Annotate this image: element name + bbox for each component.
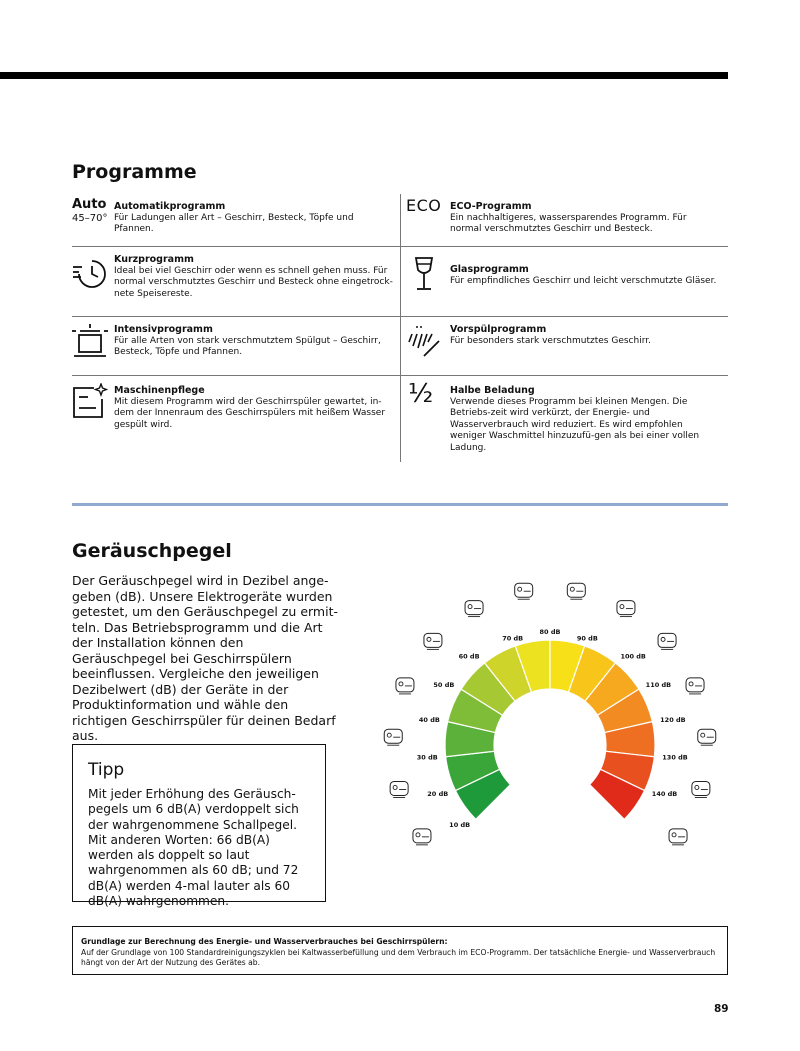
gauge-label: 110 dB [645,680,672,689]
section-divider [72,503,728,506]
conversation-icon [465,601,483,617]
hair-dryer-icon [617,601,635,617]
program-name: Glasprogramm [450,264,529,275]
gauge-label: 120 dB [660,715,686,724]
rain-cloud-icon [424,633,442,649]
program-desc: Für alle Arten von stark verschmutztem Spülgut – Geschirr, Besteck, Töpfe und Pfannen. [114,335,381,357]
wine-glass-icon [406,256,442,292]
chainsaw-icon [686,678,704,694]
program-name: ECO-Programm [450,201,532,212]
noise-gauge [360,575,740,900]
gauge-label: 30 dB [416,753,438,762]
gauge-label: 70 dB [502,634,524,643]
airplane-icon [692,781,710,797]
grid-divider-vertical [400,194,401,462]
helicopter-icon [658,633,676,649]
footnote-text: Auf der Grundlage von 100 Standardreinigungszyklen bei Kaltwasserbefüllung und dem Verbrauch im ECO-Programm. Der tatsächliche Energie- und Wasserverbrauch hängt von der Art der Nutzung des Gerätes ab. [81,948,716,967]
breathing-person-icon [413,829,431,845]
program-name: Halbe Beladung [450,385,535,396]
gauge-label: 20 dB [427,790,449,799]
footnote-box [72,926,728,975]
programme-grid [72,194,728,462]
program-name: Intensivprogramm [114,324,213,335]
noise-intro: Der Geräuschpegel wird in Dezibel ange-geben (dB). Unsere Elektrogeräte wurden getestet, um den Geräuschpegel zu ermit-teln. Das Betriebsprogramm und die Art der Installation können den Geräuschpegel bei Geschirrspülern beeinflussen. Vergleiche den jeweiligen Dezibelwert (dB) der Geräte in der Produktinformation und wähle den richtigen Geschirrspüler für deinen Bedarf aus. [72,573,338,743]
tip-box [72,744,326,909]
half-load-icon: ½ [408,379,434,409]
grid-divider [72,375,728,376]
program-desc: Für besonders stark verschmutztes Geschirr. [450,335,651,346]
gauge-label: 90 dB [576,634,598,643]
whisper-icon [384,729,402,745]
tip-text: Mit jeder Erhöhung des Geräusch-pegels um 6 dB(A) verdoppelt sich der wahrgenommene Schallpegel. Mit anderen Worten: 66 dB(A) werden als doppelt so laut wahrgenommen als 60 dB; und 72 dB(A) werden 4-mal lauter als 60 dB(A) wahrgenommen. [88,787,299,909]
prerinse-spray-icon [406,324,442,360]
vacuum-cleaner-icon [567,583,585,599]
program-desc: Verwende dieses Programm bei kleinen Mengen. Die Betriebs-zeit wird verkürzt, der Energie- und Wasserverbrauch wird reduziert. Es wird empfohlen weniger Waschmittel hinzuzufü-gen als bei einer vollen Ladung. [450,396,700,453]
program-desc: Für Ladungen aller Art – Geschirr, Besteck, Töpfe und Pfannen. [114,212,354,234]
grid-divider [72,316,728,317]
gauge-label: 10 dB [449,820,471,829]
fridge-icon [396,678,414,694]
grid-divider [72,246,728,247]
gauge-label: 40 dB [418,715,440,724]
footnote-title: Grundlage zur Berechnung des Energie- und Wasserverbrauches bei Geschirrspülern: [81,937,448,946]
tip-title: Tipp [88,760,125,780]
program-desc: Mit diesem Programm wird der Geschirrspüler gewartet, in-dem der Innenraum des Geschirrspülers mit heißem Wasser gespült wird. [114,396,386,430]
gauge-label: 60 dB [458,652,480,661]
auto-45-70-icon: Auto 45–70° [72,197,108,224]
program-name: Vorspülprogramm [450,324,547,335]
car-traffic-icon [515,583,533,599]
quick-clock-icon [72,256,108,292]
machine-care-icon [72,383,108,419]
fireworks-icon [669,829,687,845]
rustling-leaves-icon [390,781,408,797]
program-name: Automatikprogramm [114,201,226,212]
top-rule [0,72,728,79]
eco-icon: ECO [406,196,442,215]
gauge-label: 50 dB [433,680,455,689]
program-desc: Ein nachhaltigeres, wassersparendes Programm. Für normal verschmutztes Geschirr und Besteck. [450,212,687,234]
gauge-label: 140 dB [651,790,678,799]
page-number: 89 [714,1003,729,1015]
program-desc: Ideal bei viel Geschirr oder wenn es schnell gehen muss. Für normal verschmutztes Geschirr und Besteck ohne eingetrock-nete Speisereste. [114,265,393,299]
gauge-label: 100 dB [620,652,646,661]
intensive-pot-icon [72,324,108,360]
gauge-label: 130 dB [662,753,688,762]
noise-heading: Geräuschpegel [72,540,232,562]
programme-heading: Programme [72,161,197,183]
gauge-label: 80 dB [539,628,561,636]
program-name: Kurzprogramm [114,254,194,265]
ambulance-siren-icon [698,729,716,745]
program-desc: Für empfindliches Geschirr und leicht verschmutzte Gläser. [450,275,717,286]
program-name: Maschinenpflege [114,385,205,396]
